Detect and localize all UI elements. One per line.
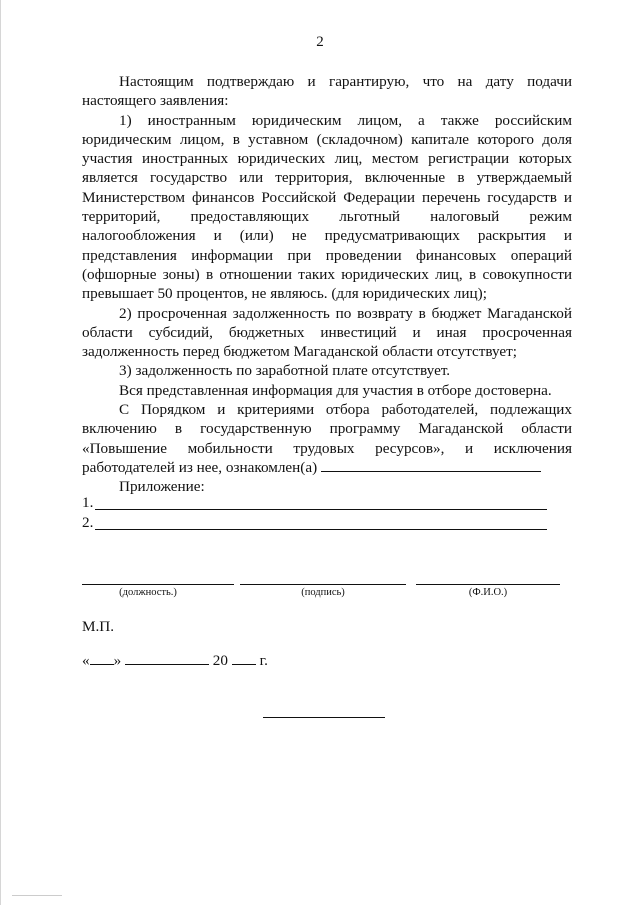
year-suffix: г.: [259, 652, 268, 669]
scan-corner-mark: [12, 895, 62, 896]
date-open-quote: «: [82, 652, 90, 669]
clause-2-paragraph: 2) просроченная задолженность по возврату в бюджет Магаданской области субсидий, бюджетных инвестиций и иная просроченная задолженность перед бюджетом Магаданской области отсутствует;: [82, 304, 572, 361]
year-prefix: 20: [212, 652, 228, 669]
acknowledgement-paragraph: [82, 400, 572, 477]
attachment-line-1: [82, 494, 93, 512]
position-line: [82, 584, 234, 585]
attachment-blank: [95, 529, 547, 530]
year-blank: [232, 652, 256, 665]
scan-edge: [0, 0, 1, 905]
intro-paragraph: Настоящим подтверждаю и гарантирую, что на дату подачи настоящего заявления:: [82, 73, 572, 110]
name-line: [416, 584, 560, 585]
acknowledgement-blank: [321, 459, 541, 472]
day-blank: [90, 652, 114, 665]
page-number: 2: [316, 34, 324, 50]
accuracy-paragraph: Вся представленная информация для участия в отборе достоверна.: [119, 381, 552, 399]
position-caption: (должность.): [119, 587, 177, 598]
acknowledgement-text: С Порядком и критериями отбора работодателей, подлежащих включению в государственную программу Магаданской области «Повышение мобильности трудовых ресурсов», и исключения работодателей из нее, ознакомлен(а): [82, 401, 572, 476]
date-close-quote: »: [113, 652, 122, 669]
document-body: [82, 72, 572, 497]
attachment-blank: [95, 509, 547, 510]
name-caption: (Ф.И.О.): [468, 587, 508, 598]
attachment-number: 1.: [82, 494, 94, 511]
attachment-line-2: [82, 514, 93, 532]
clause-3-paragraph: 3) задолженность по заработной плате отсутствует.: [119, 362, 451, 380]
signature-line: [240, 584, 406, 585]
end-separator-line: [263, 717, 385, 718]
clause-1-paragraph: 1) иностранным юридическим лицом, а также российским юридическим лицом, в уставном (складочном) капитале которого доля участия иностранных юридических лиц, местом регистрации которых является государство или территория, включенные в утверждаемый Министерством финансов Российской Федерации перечень государств и территорий, предоставляющих льготный налоговый режим налогообложения и (или) не предусматривающих раскрытия и представления информации при проведении финансовых операций (офшорные зоны) в отношении таких юридических лиц, в совокупности превышает 50 процентов, не являюсь. (для юридических лиц);: [82, 111, 572, 303]
month-blank: [125, 652, 209, 665]
stamp-place-label: М.П.: [82, 618, 115, 635]
signature-caption: (подпись): [301, 587, 345, 598]
date-line: [82, 652, 268, 670]
attachment-number: 2.: [82, 514, 94, 531]
attachments-heading: Приложение:: [119, 478, 205, 496]
